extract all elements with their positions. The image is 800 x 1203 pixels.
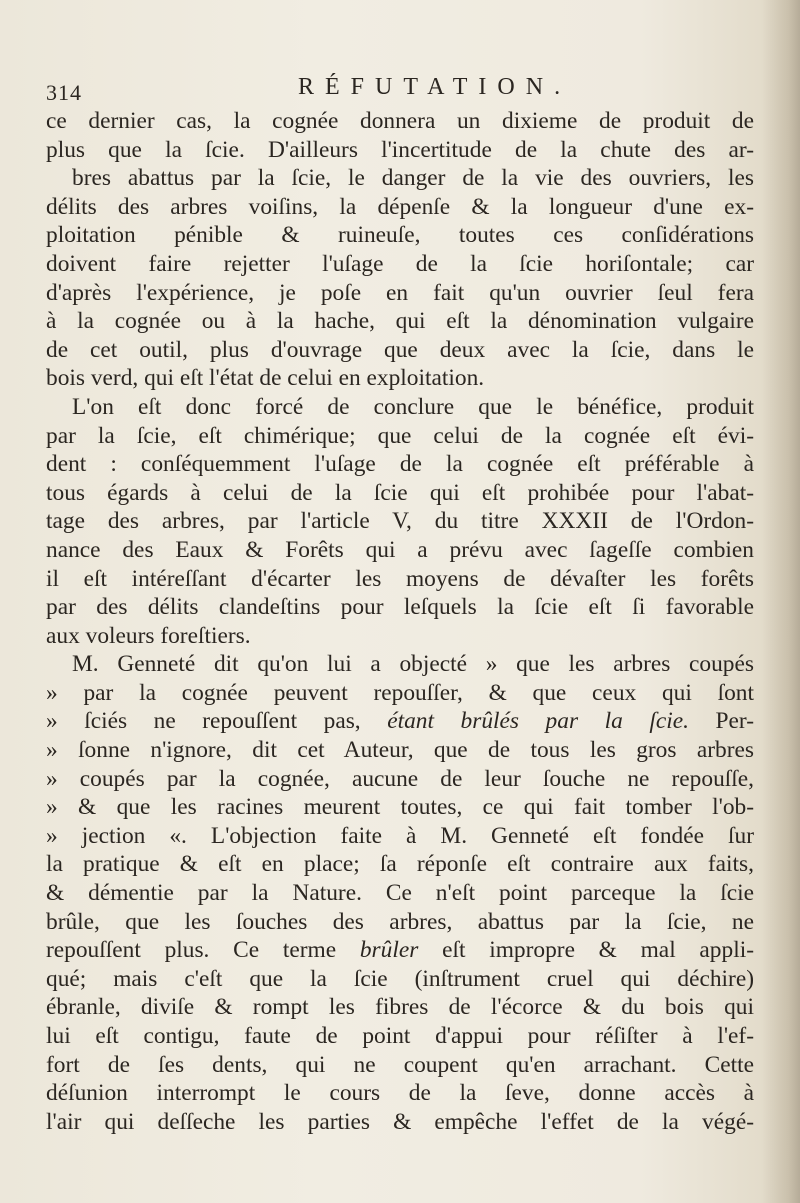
text-line: doivent faire rejetter l'uſage de la ſcie horiſontale; car xyxy=(46,250,754,277)
text-line: » jection «. L'objection faite à M. Genneté eſt fondée ſur xyxy=(46,822,754,849)
italic-fragment: étant brûlés par la ſcie. xyxy=(387,708,689,735)
text-line: il eſt intéreſſant d'écarter les moyens de dévaſter les forêts xyxy=(46,565,754,592)
text-line: d'après l'expérience, je poſe en fait qu'un ouvrier ſeul fera xyxy=(46,279,754,306)
text-line: qué; mais c'eſt que la ſcie (inſtrument cruel qui déchire) xyxy=(46,965,754,992)
text-line: tage des arbres, par l'article V, du titre XXXII de l'Ordon- xyxy=(46,508,754,535)
text-line: par la ſcie, eſt chimérique; que celui de la cognée eſt évi- xyxy=(46,422,754,449)
text-line: L'on eſt donc forcé de conclure que le bénéfice, produit xyxy=(72,393,754,420)
text-line: déſunion interrompt le cours de la ſeve, donne accès à xyxy=(46,1080,754,1107)
text-line: de cet outil, plus d'ouvrage que deux avec la ſcie, dans le xyxy=(46,336,754,363)
text-line: l'air qui deſſeche les parties & empêche l'effet de la végé- xyxy=(46,1108,754,1135)
text-line xyxy=(46,936,754,965)
page-number: 314 xyxy=(46,80,82,105)
text-line: ce dernier cas, la cognée donnera un dixieme de produit de xyxy=(46,108,754,134)
text-fragment: Per- xyxy=(715,708,754,735)
text-line: » & que les racines meurent toutes, ce qui fait tomber l'ob- xyxy=(46,794,754,821)
text-line xyxy=(46,707,754,736)
text-line: par des délits clandeſtins pour leſquels la ſcie eſt ſi favorable xyxy=(46,594,754,621)
text-line: & démentie par la Nature. Ce n'eſt point parceque la ſcie xyxy=(46,880,754,907)
text-line: M. Genneté dit qu'on lui a objecté » que les arbres coupés xyxy=(72,651,754,678)
text-fragment: » ſciés ne repouſſent pas, xyxy=(46,708,361,735)
text-line: tous égards à celui de la ſcie qui eſt prohibée pour l'abat- xyxy=(46,479,754,506)
text-line: brûle, que les ſouches des arbres, abattus par la ſcie, ne xyxy=(46,908,754,935)
text-line: » ſonne n'ignore, dit cet Auteur, que de tous les gros arbres xyxy=(46,737,754,764)
text-line: dent : conſéquemment l'uſage de la cognée eſt préférable à xyxy=(46,451,754,478)
text-line: bres abattus par la ſcie, le danger de la vie des ouvriers, les xyxy=(72,165,754,192)
text-line: nance des Eaux & Forêts qui a prévu avec ſageſſe combien xyxy=(46,536,754,563)
page-header xyxy=(46,74,746,106)
text-line: plus que la ſcie. D'ailleurs l'incertitude de la chute des ar- xyxy=(46,136,754,163)
text-line: lui eſt contigu, faute de point d'appui pour réſiſter à l'ef- xyxy=(46,1023,754,1049)
running-title: RÉFUTATION. xyxy=(298,74,572,100)
text-fragment: repouſſent plus. Ce terme xyxy=(46,937,337,964)
text-line: fort de ſes dents, qui ne coupent qu'en arrachant. Cette xyxy=(46,1051,754,1078)
text-line: la pratique & eſt en place; ſa réponſe eſt contraire aux faits, xyxy=(46,851,754,878)
page-edge-shadow xyxy=(762,0,800,1203)
text-line: » coupés par la cognée, aucune de leur ſouche ne repouſſe, xyxy=(46,765,754,792)
text-line: délits des arbres voiſins, la dépenſe & la longueur d'une ex- xyxy=(46,193,754,220)
italic-fragment: brûler xyxy=(359,937,419,964)
text-line: ébranle, diviſe & rompt les fibres de l'écorce & du bois qui xyxy=(46,994,754,1021)
text-line: aux voleurs foreſtiers. xyxy=(46,622,251,649)
text-line: bois verd, qui eſt l'état de celui en exploitation. xyxy=(46,365,485,392)
text-line: à la cognée ou à la hache, qui eſt la dénomination vulgaire xyxy=(46,308,754,335)
text-fragment: eſt impropre & mal appli- xyxy=(442,937,754,964)
text-line: » par la cognée peuvent repouſſer, & que ceux qui ſont xyxy=(46,679,754,706)
body-text xyxy=(46,107,754,1136)
text-line: ploitation pénible & ruineuſe, toutes ces conſidérations xyxy=(46,222,754,249)
